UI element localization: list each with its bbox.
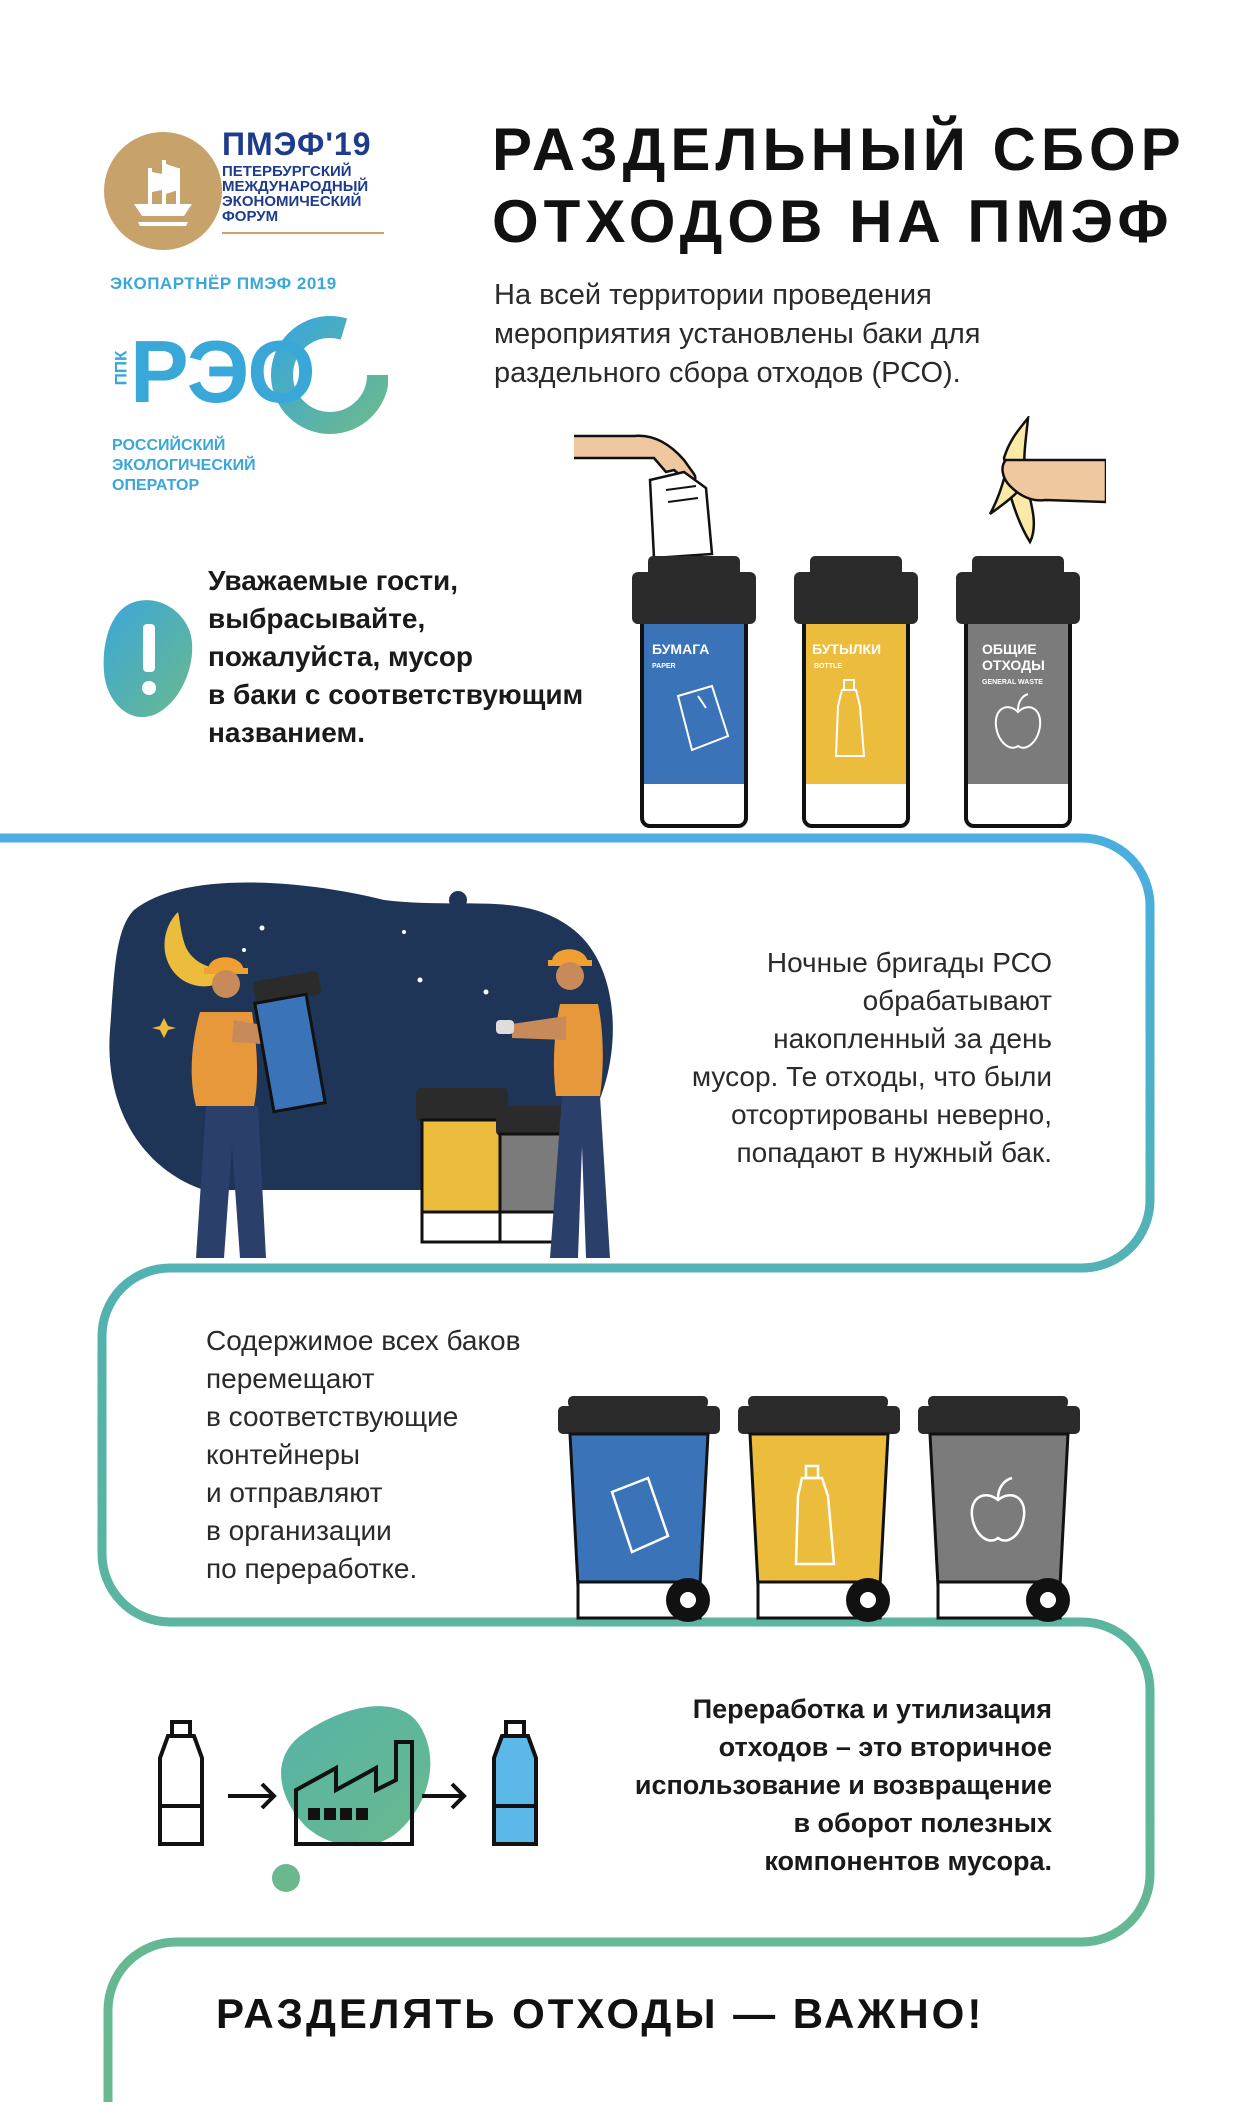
pmef-subtitle-line: ФОРУМ <box>222 208 279 225</box>
hand-with-paper-illustration <box>574 430 744 560</box>
old-bottle-icon <box>160 1722 202 1844</box>
bin-label-ru: БУТЫЛКИ <box>812 641 882 657</box>
night-line: Ночные бригады РСО <box>766 947 1052 978</box>
page-title-line: РАЗДЕЛЬНЫЙ СБОР <box>492 116 1186 183</box>
eco-partner-label: ЭКОПАРТНЁР ПМЭФ 2019 <box>110 274 337 293</box>
pmef-subtitle <box>222 164 368 224</box>
recycling-line: использование и возвращение <box>634 1770 1052 1800</box>
pmef-underline <box>222 232 384 234</box>
arrow-right-icon <box>422 1784 464 1808</box>
bin-label-en: PAPER <box>652 663 676 670</box>
night-crew-illustration <box>104 870 644 1270</box>
bin-label-ru-2: ОТХОДЫ <box>982 657 1045 673</box>
reo-letters: РЭО <box>130 322 314 421</box>
night-line: обрабатывают <box>862 985 1052 1016</box>
pmef-subtitle-line: ПЕТЕРБУРГСКИЙ <box>222 163 352 180</box>
containers-line: перемещают <box>206 1363 375 1394</box>
containers-line: по переработке. <box>206 1553 418 1584</box>
wheeled-containers-illustration <box>556 1396 1082 1632</box>
arrow-right-icon <box>228 1784 274 1808</box>
intro-line: мероприятия установлены баки для <box>494 318 981 350</box>
container-paper <box>558 1396 720 1622</box>
intro-line: На всей территории проведения <box>494 279 932 311</box>
night-yellow-bin <box>416 1088 508 1242</box>
notice-line: в баки с соответствующим <box>208 679 584 710</box>
page-title-line: ОТХОДОВ НА ПМЭФ <box>492 188 1174 255</box>
pmef-emblem <box>104 132 222 250</box>
footer-slogan: РАЗДЕЛЯТЬ ОТХОДЫ — ВАЖНО! <box>216 1990 985 2037</box>
bin-label-ru: БУМАГА <box>652 641 710 657</box>
pmef-subtitle-line: ЭКОНОМИЧЕСКИЙ <box>222 193 362 210</box>
reo-logo <box>108 312 388 434</box>
recycling-illustration <box>150 1696 560 1896</box>
night-line: попадают в нужный бак. <box>736 1137 1052 1168</box>
bin-label-ru: ОБЩИЕ <box>982 641 1037 657</box>
bin-bottles <box>790 556 922 832</box>
notice-line: выбрасывайте, <box>208 603 426 634</box>
recycling-line: отходов – это вторичное <box>718 1732 1052 1762</box>
reo-prefix: ППК <box>111 350 131 386</box>
bin-paper <box>628 556 760 832</box>
containers-line: и отправляют <box>206 1477 383 1508</box>
container-bottles <box>738 1396 900 1622</box>
container-general <box>918 1396 1080 1622</box>
bin-label-en: GENERAL WASTE <box>982 679 1043 686</box>
notice-line: названием. <box>208 717 365 748</box>
reo-subtitle <box>112 436 256 496</box>
containers-line: Содержимое всех баков <box>206 1325 521 1356</box>
page-title <box>492 114 1186 258</box>
hand-with-banana-illustration <box>986 416 1106 546</box>
containers-line: в соответствующие <box>206 1401 459 1432</box>
pmef-subtitle-line: МЕЖДУНАРОДНЫЙ <box>222 178 369 195</box>
exclamation-icon <box>102 596 194 718</box>
containers-line: контейнеры <box>206 1439 361 1470</box>
bin-general-waste <box>952 556 1084 832</box>
night-line: отсортированы неверно, <box>731 1099 1052 1130</box>
intro-line: раздельного сбора отходов (РСО). <box>494 357 961 389</box>
new-bottle-icon <box>494 1722 536 1844</box>
reo-subtitle-line: РОССИЙСКИЙ <box>112 437 226 454</box>
recycling-text <box>560 1690 1052 1880</box>
notice-text <box>208 562 583 752</box>
reo-subtitle-line: ЭКОЛОГИЧЕСКИЙ <box>112 457 256 474</box>
containers-line: в организации <box>206 1515 392 1546</box>
recycling-line: компонентов мусора. <box>764 1846 1052 1876</box>
intro-text <box>494 276 980 393</box>
night-line: мусор. Те отходы, что были <box>691 1061 1052 1092</box>
night-line: накопленный за день <box>773 1023 1052 1054</box>
bin-label-en: BOTTLE <box>814 663 842 670</box>
containers-text <box>206 1322 520 1588</box>
notice-line: Уважаемые гости, <box>208 565 459 596</box>
reo-subtitle-line: ОПЕРАТОР <box>112 477 200 494</box>
pmef-title: ПМЭФ'19 <box>222 126 372 162</box>
night-text <box>600 944 1052 1172</box>
notice-line: пожалуйста, мусор <box>208 641 474 672</box>
recycling-line: Переработка и утилизация <box>692 1694 1052 1724</box>
recycling-line: в оборот полезных <box>793 1808 1052 1838</box>
